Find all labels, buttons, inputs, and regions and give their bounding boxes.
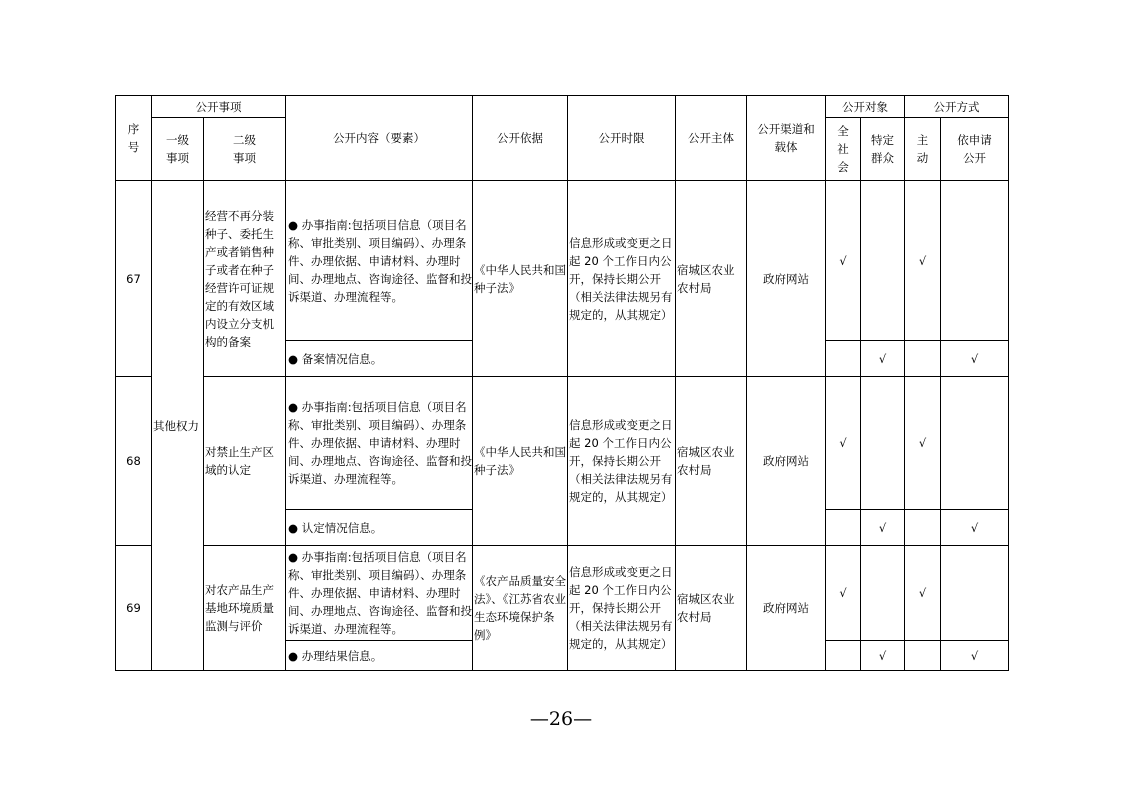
check-specific: √ [861,641,905,671]
header-subject: 公开主体 [676,96,747,181]
header-time-limit: 公开时限 [568,96,676,181]
check-request: √ [941,641,1009,671]
content-cell: ● 办事指南:包括项目信息（项目名称、审批类别、项目编码）、办理条件、办理依据、申请材料、办理时间、办理地点、咨询途径、监督和投诉渠道、办理流程等。 [286,546,473,641]
channel-cell: 政府网站 [747,546,826,671]
check-request-empty [941,181,1009,341]
table-row [116,181,1009,341]
header-channel: 公开渠道和载体 [747,96,826,181]
header-content: 公开内容（要素） [286,96,473,181]
seq-cell: 67 [116,181,152,377]
check-specific-empty [861,181,905,341]
check-specific: √ [861,510,905,546]
level2-cell: 对农产品生产基地环境质量监测与评价 [204,546,286,671]
header-matters: 公开事项 [152,96,286,118]
content-cell: ● 办事指南:包括项目信息（项目名称、审批类别、项目编码）、办理条件、办理依据、申请材料、办理时间、办理地点、咨询途径、监督和投诉渠道、办理流程等。 [286,181,473,341]
basis-cell: 《中华人民共和国种子法》 [473,181,568,377]
check-all-empty [826,510,861,546]
subject-cell: 宿城区农业农村局 [676,377,747,546]
check-request: √ [941,510,1009,546]
check-all-empty [826,341,861,377]
subject-cell: 宿城区农业农村局 [676,546,747,671]
check-request-empty [941,546,1009,641]
seq-cell: 69 [116,546,152,671]
check-all: √ [826,546,861,641]
content-cell: ● 备案情况信息。 [286,341,473,377]
check-active-empty [905,510,941,546]
level2-cell: 对禁止生产区域的认定 [204,377,286,546]
header-level1: 一级事项 [152,118,204,181]
content-cell: ● 认定情况信息。 [286,510,473,546]
disclosure-table [115,95,1009,671]
channel-cell: 政府网站 [747,181,826,377]
basis-cell: 《中华人民共和国种子法》 [473,377,568,546]
header-method-request: 依申请公开 [941,118,1009,181]
time-limit-cell: 信息形成或变更之日起 20 个工作日内公开，保持长期公开（相关法律法规另有规定的，从其规定） [568,546,676,671]
header-level2: 二级事项 [204,118,286,181]
check-all: √ [826,377,861,510]
header-seq: 序号 [116,96,152,181]
header-target: 公开对象 [826,96,905,118]
channel-cell: 政府网站 [747,377,826,546]
table-row [116,377,1009,510]
header-target-specific: 特定群众 [861,118,905,181]
check-specific-empty [861,546,905,641]
content-cell: ● 办事指南:包括项目信息（项目名称、审批类别、项目编码）、办理条件、办理依据、申请材料、办理时间、办理地点、咨询途径、监督和投诉渠道、办理流程等。 [286,377,473,510]
check-specific-empty [861,377,905,510]
header-row-1 [116,96,1009,118]
header-basis: 公开依据 [473,96,568,181]
subject-cell: 宿城区农业农村局 [676,181,747,377]
time-limit-cell: 信息形成或变更之日起 20 个工作日内公开，保持长期公开（相关法律法规另有规定的，从其规定） [568,377,676,546]
check-active: √ [905,546,941,641]
content-cell: ● 办理结果信息。 [286,641,473,671]
level2-cell: 经营不再分装种子、委托生产或者销售种子或者在种子经营许可证规定的有效区域内设立分支机构的备案 [204,181,286,377]
basis-cell: 《农产品质量安全法》、《江苏省农业生态环境保护条例》 [473,546,568,671]
check-all-empty [826,641,861,671]
check-active-empty [905,641,941,671]
check-specific: √ [861,341,905,377]
header-target-all: 全社会 [826,118,861,181]
check-all: √ [826,181,861,341]
header-method: 公开方式 [905,96,1009,118]
check-active: √ [905,181,941,341]
check-request: √ [941,341,1009,377]
table-row [116,546,1009,641]
seq-cell: 68 [116,377,152,546]
header-method-active: 主动 [905,118,941,181]
check-active-empty [905,341,941,377]
level1-cell: 其他权力 [152,181,204,671]
page-number: —26— [529,708,593,730]
time-limit-cell: 信息形成或变更之日起 20 个工作日内公开，保持长期公开（相关法律法规另有规定的，从其规定） [568,181,676,377]
check-active: √ [905,377,941,510]
check-request-empty [941,377,1009,510]
